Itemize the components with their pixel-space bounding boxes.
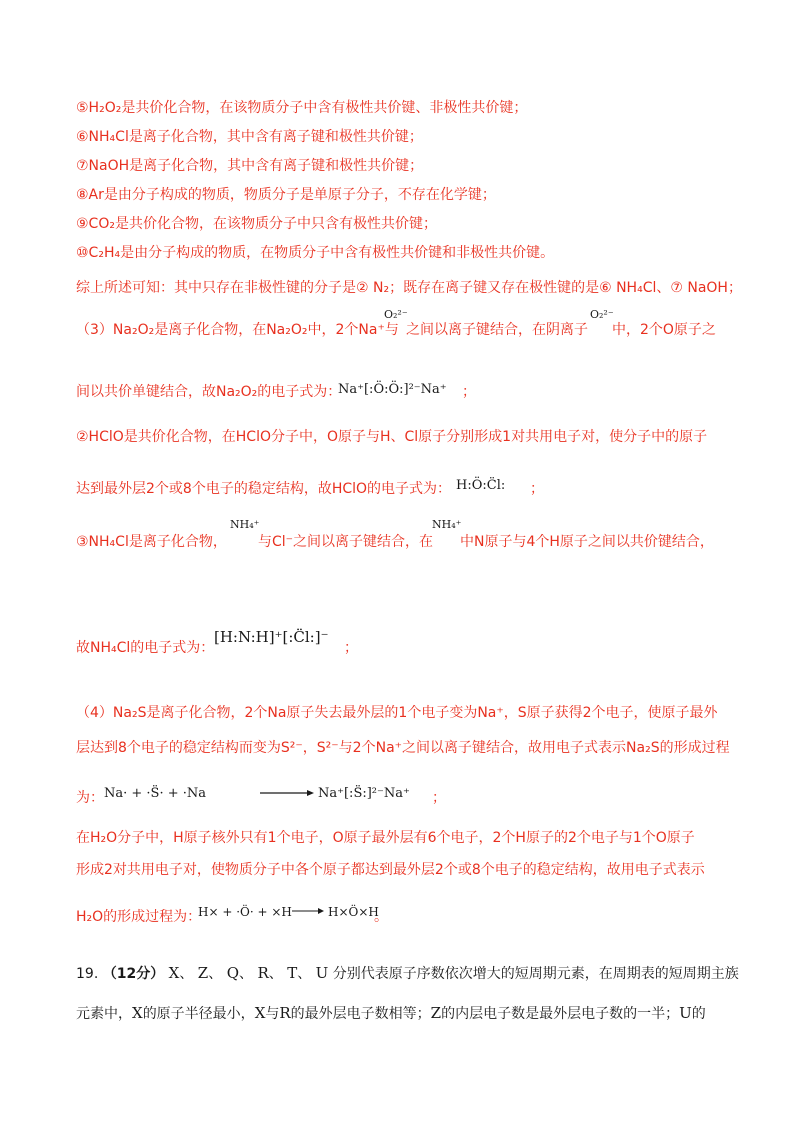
h2o-text-2: 形成2对共用电子对，使物质分子中各个原子都达到最外层2个或8个电子的稳定结构，故用电子式表示 [76, 862, 705, 878]
q19-var-q: Q [226, 964, 239, 982]
q19-line-1 [76, 963, 739, 983]
q19-text-2f: 的 [691, 1006, 706, 1022]
hclo-text-1: ②HClO是共价化合物，在HClO分子中，O原子与H、Cl原子分别形成1对共用电子对，使分子中的原子 [76, 429, 708, 445]
q19-var-t: T [287, 964, 298, 982]
line-summary: 综上所述可知：其中只存在非极性键的分子是② N₂；既存在离子键又存在极性键的是⑥ NH₄Cl、⑦ NaOH； [76, 280, 742, 296]
hclo-text-2: 达到最外层2个或8个电子的稳定结构，故HClO的电子式为： [76, 481, 452, 497]
q19-var-x: X [168, 964, 180, 982]
na2o2-text-c: 中，2个O原子之 [612, 322, 716, 338]
q19-var-r: R [257, 964, 269, 982]
q19-sep: 、 [297, 966, 312, 982]
h2o-end: 。 [374, 909, 388, 925]
hclo-electron-formula: H:Ö:C̈l: [456, 478, 506, 493]
q19-var-z: Z [197, 964, 209, 982]
line-h2o2: ⑤H₂O₂是共价化合物，在该物质分子中含有极性共价键、非极性共价键； [76, 100, 528, 116]
na2o2-text-a: （3）Na₂O₂是离子化合物，在Na₂O₂中，2个Na⁺与 [76, 322, 399, 338]
ion-nh4-b: NH₄⁺ [432, 518, 462, 531]
na2s-formation-left: Na· + ·S̈· + ·Na [104, 786, 207, 801]
q19-text-2d: 的最外层电子数相等； [290, 1006, 431, 1022]
q19-sep: 、 [179, 966, 194, 982]
nh4cl-text-b: 与Cl⁻之间以离子键结合，在 [258, 534, 434, 550]
line-c2h4: ⑩C₂H₄是由分子构成的物质，在物质分子中含有极性共价键和非极性共价键。 [76, 245, 555, 261]
q19-sep: 、 [268, 966, 283, 982]
q19-text-2c: 与 [265, 1006, 280, 1022]
q19-var-z: Z [430, 1004, 442, 1022]
q19-text-2a: 元素中， [76, 1006, 132, 1022]
nh4cl-text-c: 中N原子与4个H原子之间以共价键结合， [460, 534, 714, 550]
na2s-end: ； [432, 790, 446, 806]
line-ar: ⑧Ar是由分子构成的物质，物质分子是单原子分子，不存在化学键； [76, 187, 496, 203]
nh4cl-text-d: 故NH₄Cl的电子式为： [76, 640, 215, 656]
na2s-formation-right: Na⁺[:S̈:]²⁻Na⁺ [318, 786, 410, 801]
na2s-reaction-arrow [258, 786, 316, 800]
q19-var-x: X [254, 1004, 266, 1022]
h2o-formation-right: H×Ö×H [328, 905, 379, 919]
q19-score: （12分） [102, 966, 165, 982]
q19-text-1: 分别代表原子序数依次增大的短周期元素，在周期表的短周期主族 [332, 966, 739, 982]
ion-o2-b: O₂²⁻ [590, 308, 614, 321]
q19-number: 19. [76, 966, 99, 982]
h2o-text-3: H₂O的形成过程为： [76, 909, 202, 925]
q19-text-2b: 的原子半径最小， [142, 1006, 255, 1022]
q19-var-u: U [315, 964, 329, 982]
q19-sep: 、 [239, 966, 253, 982]
line-nh4cl: ⑥NH₄Cl是离子化合物，其中含有离子键和极性共价键； [76, 129, 423, 145]
na2s-text-2: 层达到8个电子的稳定结构而变为S²⁻，S²⁻与2个Na⁺之间以离子键结合，故用电子式表示Na₂S的形成过程 [76, 740, 730, 756]
na2s-text-3: 为： [76, 790, 104, 806]
na2o2-end: ； [462, 384, 476, 400]
q19-sep: 、 [208, 966, 223, 982]
na2o2-text-d: 间以共价单键结合，故Na₂O₂的电子式为： [76, 384, 342, 400]
hclo-end: ； [530, 481, 544, 497]
ion-nh4-a: NH₄⁺ [230, 518, 260, 531]
na2o2-electron-formula: Na⁺[:Ö:Ö:]²⁻Na⁺ [338, 382, 447, 397]
nh4cl-electron-formula: [H:N:H]⁺[:C̈l:]⁻ [214, 628, 329, 646]
q19-line-2 [76, 1003, 706, 1023]
line-co2: ⑨CO₂是共价化合物，在该物质分子中只含有极性共价键； [76, 216, 437, 232]
na2s-text-1: （4）Na₂S是离子化合物，2个Na原子失去最外层的1个电子变为Na⁺，S原子获得2个电子，使原子最外 [76, 705, 718, 721]
q19-var-r: R [279, 1004, 291, 1022]
na2o2-text-b: 之间以离子键结合，在阴离子 [406, 322, 588, 338]
nh4cl-text-a: ③NH₄Cl是离子化合物， [76, 534, 227, 550]
q19-var-u: U [679, 1004, 692, 1022]
h2o-text-1: 在H₂O分子中，H原子核外只有1个电子，O原子最外层有6个电子，2个H原子的2个电子与1个O原子 [76, 830, 695, 846]
q19-var-x: X [132, 1004, 143, 1022]
h2o-formation-left: H× + ·Ö· + ×H [198, 905, 292, 919]
line-naoh: ⑦NaOH是离子化合物，其中含有离子键和极性共价键； [76, 158, 424, 174]
h2o-reaction-arrow [290, 905, 326, 917]
ion-o2-a: O₂²⁻ [384, 308, 408, 321]
nh4cl-end: ； [344, 640, 358, 656]
q19-text-2e: 的内层电子数是最外层电子数的一半； [441, 1006, 680, 1022]
